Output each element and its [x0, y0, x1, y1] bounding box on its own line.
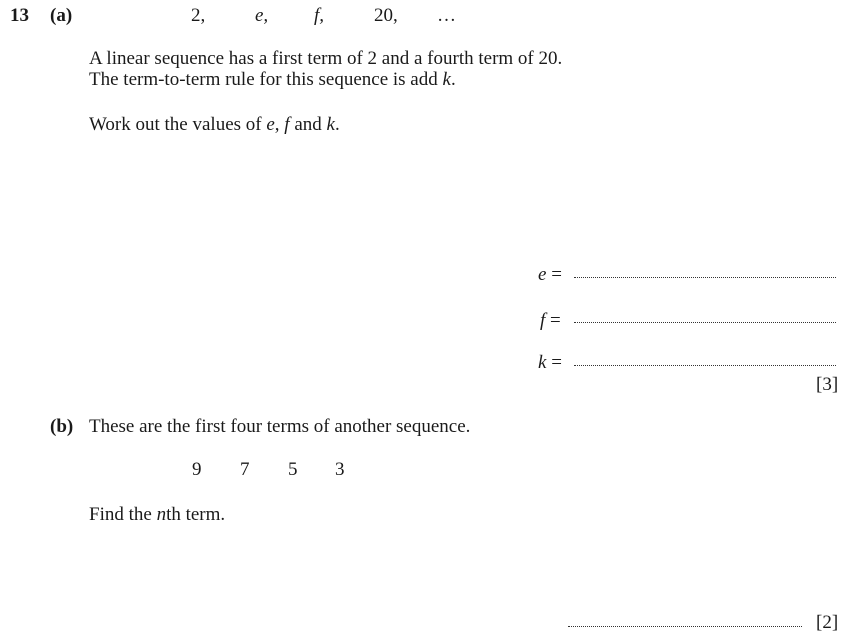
part-a-line-2: The term-to-term rule for this sequence is add k. — [89, 69, 456, 90]
part-b-instruction: Find the nth term. — [89, 504, 226, 525]
sequence-b-term-4: 3 — [335, 459, 345, 480]
sequence-term-3: f, — [314, 5, 325, 26]
sequence-term-4: 20, — [374, 5, 398, 26]
answer-label-k: k = — [538, 352, 562, 373]
sequence-ellipsis: … — [437, 5, 456, 26]
variable-n: n — [156, 504, 167, 525]
part-b-label: (b) — [50, 416, 74, 437]
answer-line-k[interactable] — [574, 365, 836, 366]
variable-k: k — [442, 69, 451, 90]
answer-line-e[interactable] — [574, 277, 836, 278]
answer-label-e: e = — [538, 264, 562, 285]
sequence-term-1: 2, — [191, 5, 206, 26]
part-b-marks: [2] — [816, 612, 839, 633]
answer-line-nth-term[interactable] — [568, 626, 802, 627]
answer-line-f[interactable] — [574, 322, 836, 323]
part-a-label: (a) — [50, 5, 73, 26]
part-a-marks: [3] — [816, 374, 839, 395]
sequence-b-term-2: 7 — [240, 459, 250, 480]
part-b-text: These are the first four terms of another sequence. — [89, 416, 471, 437]
part-a-instruction: Work out the values of e, f and k. — [89, 114, 340, 135]
sequence-b-term-3: 5 — [288, 459, 298, 480]
part-a-line-1: A linear sequence has a first term of 2 and a fourth term of 20. — [89, 48, 563, 69]
answer-label-f: f = — [540, 310, 561, 331]
sequence-term-2: e, — [255, 5, 269, 26]
sequence-b-term-1: 9 — [192, 459, 202, 480]
question-number: 13 — [10, 5, 29, 26]
